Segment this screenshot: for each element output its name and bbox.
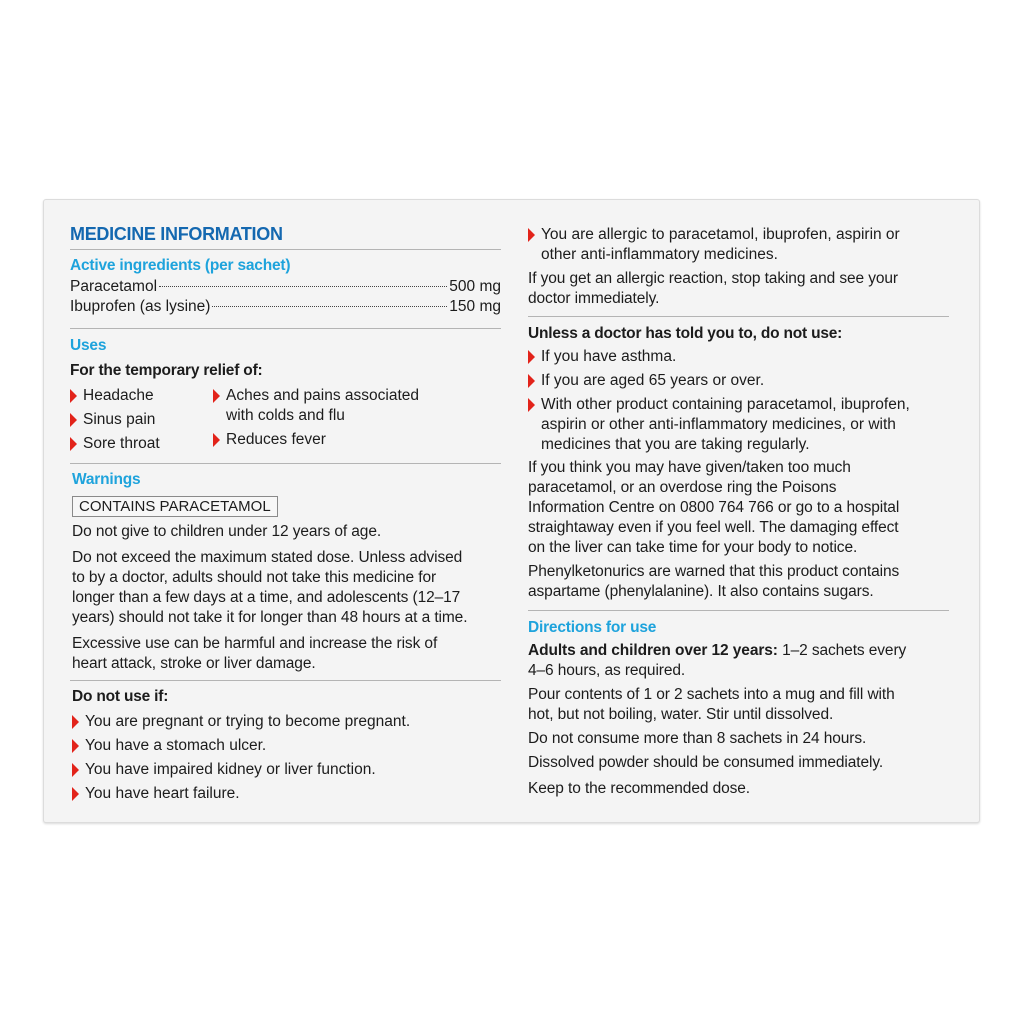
relief-heading: For the temporary relief of: [70, 362, 263, 379]
list-item: Headache [70, 386, 154, 406]
ingredient-amount: 500 mg [449, 278, 501, 295]
red-arrow-icon [528, 374, 535, 388]
uses-heading: Uses [70, 337, 107, 354]
list-item: You have heart failure. [72, 784, 240, 804]
red-arrow-icon [72, 763, 79, 777]
list-item: You have a stomach ulcer. [72, 736, 266, 756]
ingredient-name: Ibuprofen (as lysine) [70, 298, 211, 315]
red-arrow-icon [70, 389, 77, 403]
divider [70, 680, 501, 681]
dissolved-text: Dissolved powder should be consumed immediately. [528, 754, 884, 771]
warning-text: Excessive use can be harmful and increase the risk of heart attack, stroke or liver damage. [72, 635, 438, 672]
list-item: If you have asthma. [528, 347, 676, 367]
divider [528, 316, 949, 317]
list-item-continuation: with colds and flu [226, 407, 345, 424]
unless-heading: Unless a doctor has told you to, do not use: [528, 325, 843, 342]
contains-paracetamol-badge: CONTAINS PARACETAMOL [72, 496, 278, 517]
keep-dose-text: Keep to the recommended dose. [528, 780, 750, 797]
medicine-information-panel [43, 199, 980, 823]
allergic-reaction-text: If you get an allergic reaction, stop taking and see your doctor immediately. [528, 270, 898, 307]
divider [70, 463, 501, 464]
red-arrow-icon [213, 433, 220, 447]
page-title: MEDICINE INFORMATION [70, 224, 283, 244]
list-item: Aches and pains associated [213, 386, 419, 406]
overdose-text: If you think you may have given/taken too much paracetamol, or an overdose ring the Poisons Information Centre on 0800 764 766 or go to a hospital straightaway even if you feel well. The damaging effect on the liver can take time for your body to notice. [528, 459, 900, 556]
leader-dots [159, 286, 447, 287]
red-arrow-icon [70, 413, 77, 427]
dose-text: Adults and children over 12 years: 1–2 sachets every 4–6 hours, as required. [528, 642, 907, 679]
red-arrow-icon [72, 715, 79, 729]
warning-text: Do not exceed the maximum stated dose. Unless advised to by a doctor, adults should not take this medicine for longer than a few days at a time, and adolescents (12–17 years) should not take it for longer than 48 hours at a time. [72, 549, 468, 626]
warnings-heading: Warnings [72, 471, 141, 488]
red-arrow-icon [528, 228, 535, 242]
list-item: You are pregnant or trying to become pregnant. [72, 712, 410, 732]
list-item: Sore throat [70, 434, 160, 454]
divider [70, 249, 501, 250]
phenylketonurics-text: Phenylketonurics are warned that this product contains aspartame (phenylalanine). It also contains sugars. [528, 563, 900, 600]
warning-text: Do not give to children under 12 years of age. [72, 523, 382, 540]
list-item: You are allergic to paracetamol, ibuprofen, aspirin or other anti-inflammatory medicines. [528, 225, 900, 265]
red-arrow-icon [528, 398, 535, 412]
directions-heading: Directions for use [528, 619, 657, 636]
list-item: With other product containing paracetamol, ibuprofen, aspirin or other anti-inflammatory medicines, or with medicines that you are taking regularly. [528, 395, 910, 455]
divider [70, 328, 501, 329]
list-item: You have impaired kidney or liver function. [72, 760, 376, 780]
ingredient-name: Paracetamol [70, 278, 158, 295]
list-item: If you are aged 65 years or over. [528, 371, 764, 391]
max-dose-text: Do not consume more than 8 sachets in 24 hours. [528, 730, 867, 747]
list-item: Sinus pain [70, 410, 155, 430]
pour-text: Pour contents of 1 or 2 sachets into a mug and fill with hot, but not boiling, water. Stir until dissolved. [528, 686, 895, 723]
leader-dots [212, 306, 447, 307]
ingredient-row [70, 298, 501, 316]
do-not-use-heading: Do not use if: [72, 688, 169, 705]
red-arrow-icon [72, 739, 79, 753]
red-arrow-icon [72, 787, 79, 801]
list-item: Reduces fever [213, 430, 326, 450]
ingredient-amount: 150 mg [449, 298, 501, 315]
red-arrow-icon [70, 437, 77, 451]
active-ingredients-heading: Active ingredients (per sachet) [70, 257, 291, 274]
red-arrow-icon [528, 350, 535, 364]
ingredient-row [70, 278, 501, 296]
divider [528, 610, 949, 611]
red-arrow-icon [213, 389, 220, 403]
